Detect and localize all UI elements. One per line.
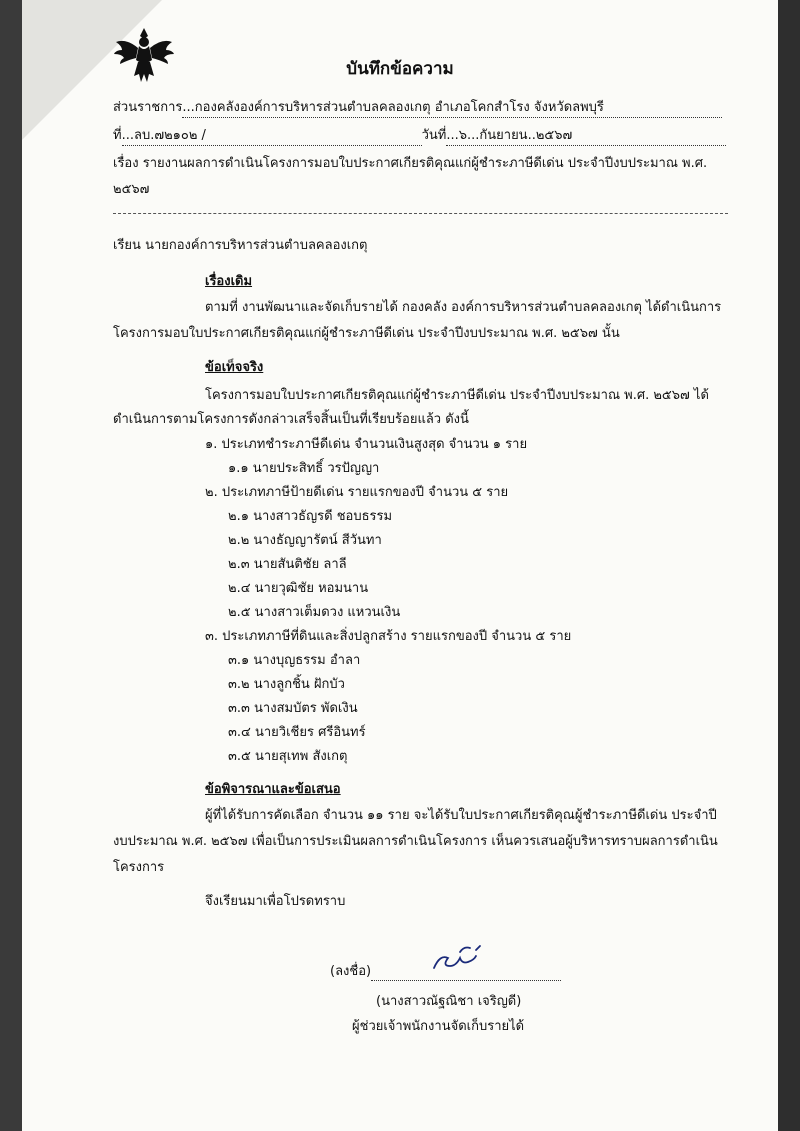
list-item: ๒.๒ นางธัญญารัตน์ สีวันทา bbox=[228, 533, 382, 548]
list-item: ๓.๔ นายวิเชียร ศรีอินทร์ bbox=[228, 725, 366, 740]
memo-title: บันทึกข้อความ bbox=[346, 59, 454, 79]
category-label: ๒. ประเภทภาษีป้ายดีเด่น รายแรกของปี จำนวน ๕ ราย bbox=[205, 485, 509, 500]
closing-text: จึงเรียนมาเพื่อโปรดทราบ bbox=[205, 894, 346, 909]
to-value: นายกองค์การบริหารส่วนตำบลคลองเกตุ bbox=[145, 238, 368, 253]
agency-value: ...กองคลังองค์การบริหารส่วนตำบลคลองเกตุ อำเภอโคกสำโรง จังหวัดลพบุรี bbox=[182, 96, 722, 118]
list-item: ๓.๑ นางบุญธรรม อำลา bbox=[228, 653, 361, 668]
proposal-text: โครงการ bbox=[113, 860, 165, 875]
subject-year: ๒๕๖๗ bbox=[113, 182, 150, 197]
facts-heading: ข้อเท็จจริง bbox=[205, 360, 264, 375]
ref-label: ที่ bbox=[113, 128, 122, 143]
to-label: เรียน bbox=[113, 238, 141, 253]
handwritten-signature-icon bbox=[430, 944, 490, 974]
category-label: ๑. ประเภทชำระภาษีดีเด่น จำนวนเงินสูงสุด จำนวน ๑ ราย bbox=[205, 437, 528, 452]
list-item: ๓.๕ นายสุเทพ สังเกตุ bbox=[228, 749, 348, 764]
subject-line bbox=[113, 152, 707, 173]
proposal-heading: ข้อพิจารณาและข้อเสนอ bbox=[205, 782, 341, 797]
ref-date-line bbox=[113, 124, 726, 146]
background-text: ตามที่ งานพัฒนาและจัดเก็บรายได้ กองคลัง องค์การบริหารส่วนตำบลคลองเกตุ ได้ดำเนินการ bbox=[205, 300, 722, 315]
list-item: ๒.๑ นางสาวธัญรดี ชอบธรรม bbox=[228, 509, 393, 524]
scan-edge bbox=[778, 0, 800, 1131]
facts-text: โครงการมอบใบประกาศเกียรติคุณแก่ผู้ชำระภาษีดีเด่น ประจำปีงบประมาณ พ.ศ. ๒๕๖๗ ได้ bbox=[205, 388, 709, 403]
subject-label: เรื่อง bbox=[113, 156, 139, 171]
subject-text: รายงานผลการดำเนินโครงการมอบใบประกาศเกียรติคุณแก่ผู้ชำระภาษีดีเด่น ประจำปีงบประมาณ พ.ศ. bbox=[142, 156, 708, 171]
background-text: โครงการมอบใบประกาศเกียรติคุณแก่ผู้ชำระภาษีดีเด่น ประจำปีงบประมาณ พ.ศ. ๒๕๖๗ นั้น bbox=[113, 326, 620, 341]
signer-position: ผู้ช่วยเจ้าพนักงานจัดเก็บรายได้ bbox=[352, 1019, 525, 1034]
list-item: ๑.๑ นายประสิทธิ์ วรปัญญา bbox=[228, 461, 380, 476]
background-heading: เรื่องเดิม bbox=[205, 274, 253, 289]
category-label: ๓. ประเภทภาษีที่ดินและสิ่งปลูกสร้าง รายแรกของปี จำนวน ๕ ราย bbox=[205, 629, 572, 644]
signer-name: (นางสาวณัฐณิชา เจริญดี) bbox=[376, 994, 522, 1009]
divider bbox=[113, 213, 728, 214]
salutation-line bbox=[113, 234, 368, 255]
list-item: ๓.๓ นางสมบัตร พัดเงิน bbox=[228, 701, 358, 716]
agency-label: ส่วนราชการ bbox=[113, 100, 183, 115]
agency-line bbox=[113, 96, 722, 118]
list-item: ๒.๔ นายวุฒิชัย หอมนาน bbox=[228, 581, 369, 596]
proposal-text: ผู้ที่ได้รับการคัดเลือก จำนวน ๑๑ ราย จะได้รับใบประกาศเกียรติคุณผู้ชำระภาษีดีเด่น ประจำปี bbox=[205, 808, 717, 823]
facts-text: ดำเนินการตามโครงการดังกล่าวเสร็จสิ้นเป็นที่เรียบร้อยแล้ว ดังนี้ bbox=[113, 412, 469, 427]
sign-label: (ลงชื่อ) bbox=[330, 964, 372, 979]
date-value: ...๖...กันยายน..๒๕๖๗ bbox=[446, 124, 726, 146]
date-label: วันที่ bbox=[421, 128, 447, 143]
ref-value: ...ลบ.๗๒๑๐๒ / bbox=[122, 124, 422, 146]
proposal-text: งบประมาณ พ.ศ. ๒๕๖๗ เพื่อเป็นการประเมินผลการดำเนินโครงการ เห็นควรเสนอผู้บริหารทราบผลการดำเนิน bbox=[113, 834, 718, 849]
list-item: ๒.๕ นางสาวเต็มดวง แหวนเงิน bbox=[228, 605, 401, 620]
list-item: ๒.๓ นายสันติชัย ลาลี bbox=[228, 557, 347, 572]
list-item: ๓.๒ นางลูกชิ้น ฝักบัว bbox=[228, 677, 345, 692]
